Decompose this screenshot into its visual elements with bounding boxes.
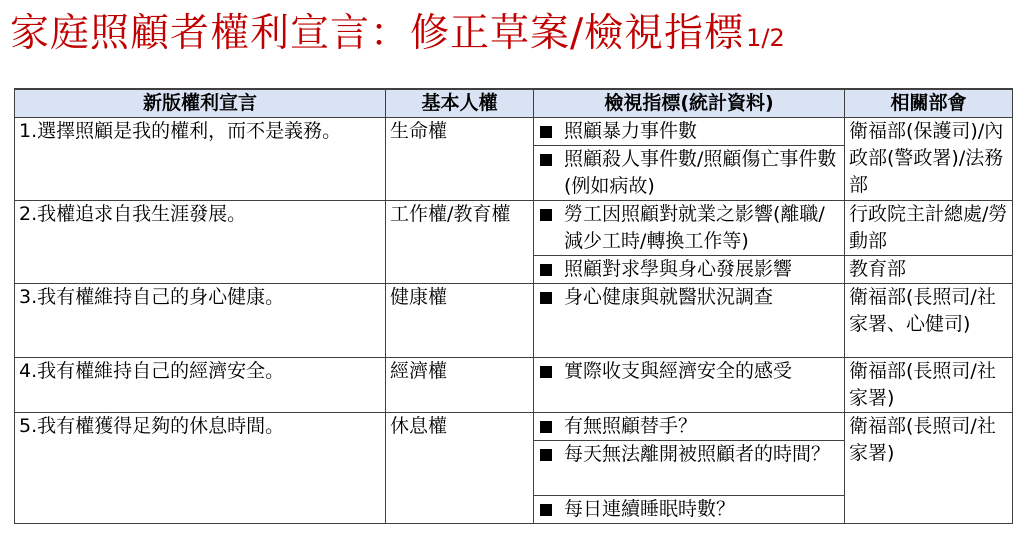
header-ministries: 相關部會 (845, 89, 1013, 118)
declaration-cell: 5.我有權獲得足夠的休息時間。 (15, 413, 386, 524)
right-cell: 休息權 (386, 413, 534, 524)
table-row (15, 201, 1013, 256)
header-basic-right: 基本人權 (386, 89, 534, 118)
indicator-text: 每日連續睡眠時數？ (564, 498, 736, 520)
page-title (10, 4, 785, 64)
indicator-text: 每天無法離開被照顧者的時間？ (564, 443, 831, 465)
table-row (15, 284, 1013, 358)
ministry-cell: 衛福部(保護司)/內政部(警政署)/法務部 (845, 118, 1013, 201)
right-cell: 健康權 (386, 284, 534, 358)
square-bullet-icon (540, 449, 552, 461)
indicator-cell (534, 358, 845, 413)
square-bullet-icon (540, 421, 552, 433)
indicator-text: 照顧對求學與身心發展影響 (564, 258, 793, 280)
ministry-cell: 衛福部(長照司/社家署) (845, 358, 1013, 413)
ministry-cell: 衛福部(長照司/社家署、心健司) (845, 284, 1013, 358)
indicator-cell (534, 201, 845, 256)
ministry-cell: 衛福部(長照司/社家署) (845, 413, 1013, 524)
right-cell: 生命權 (386, 118, 534, 201)
declaration-cell: 3.我有權維持自己的身心健康。 (15, 284, 386, 358)
right-cell: 經濟權 (386, 358, 534, 413)
indicator-cell (534, 284, 845, 358)
indicator-cell (534, 256, 845, 284)
indicator-cell (534, 146, 845, 201)
table-header-row (15, 89, 1013, 118)
square-bullet-icon (540, 154, 552, 166)
header-indicators: 檢視指標(統計資料) (534, 89, 845, 118)
title-page-number: 1/2 (746, 24, 785, 52)
indicator-cell (534, 496, 845, 524)
right-cell: 工作權/教育權 (386, 201, 534, 284)
declaration-cell: 4.我有權維持自己的經濟安全。 (15, 358, 386, 413)
square-bullet-icon (540, 209, 552, 221)
indicator-text: 照顧殺人事件數/照顧傷亡事件數(例如病故) (564, 148, 837, 197)
table-row (15, 413, 1013, 441)
title-main: 家庭照顧者權利宣言：修正草案/檢視指標 (10, 11, 745, 56)
indicator-text: 照顧暴力事件數 (564, 120, 698, 142)
indicator-text: 勞工因照顧對就業之影響(離職/減少工時/轉換工作等) (564, 203, 825, 252)
declaration-cell: 2.我權追求自我生涯發展。 (15, 201, 386, 284)
square-bullet-icon (540, 366, 552, 378)
table-row (15, 358, 1013, 413)
rights-table (14, 88, 1013, 524)
table-row (15, 118, 1013, 146)
square-bullet-icon (540, 126, 552, 138)
square-bullet-icon (540, 504, 552, 516)
indicator-cell (534, 441, 845, 496)
square-bullet-icon (540, 264, 552, 276)
indicator-cell (534, 118, 845, 146)
ministry-cell: 教育部 (845, 256, 1013, 284)
indicator-text: 身心健康與就醫狀況調查 (564, 286, 774, 308)
indicator-text: 有無照顧替手？ (564, 415, 698, 437)
indicator-cell (534, 413, 845, 441)
declaration-cell: 1.選擇照顧是我的權利，而不是義務。 (15, 118, 386, 201)
indicator-text: 實際收支與經濟安全的感受 (564, 360, 793, 382)
square-bullet-icon (540, 292, 552, 304)
header-declaration: 新版權利宣言 (15, 89, 386, 118)
ministry-cell: 行政院主計總處/勞動部 (845, 201, 1013, 256)
